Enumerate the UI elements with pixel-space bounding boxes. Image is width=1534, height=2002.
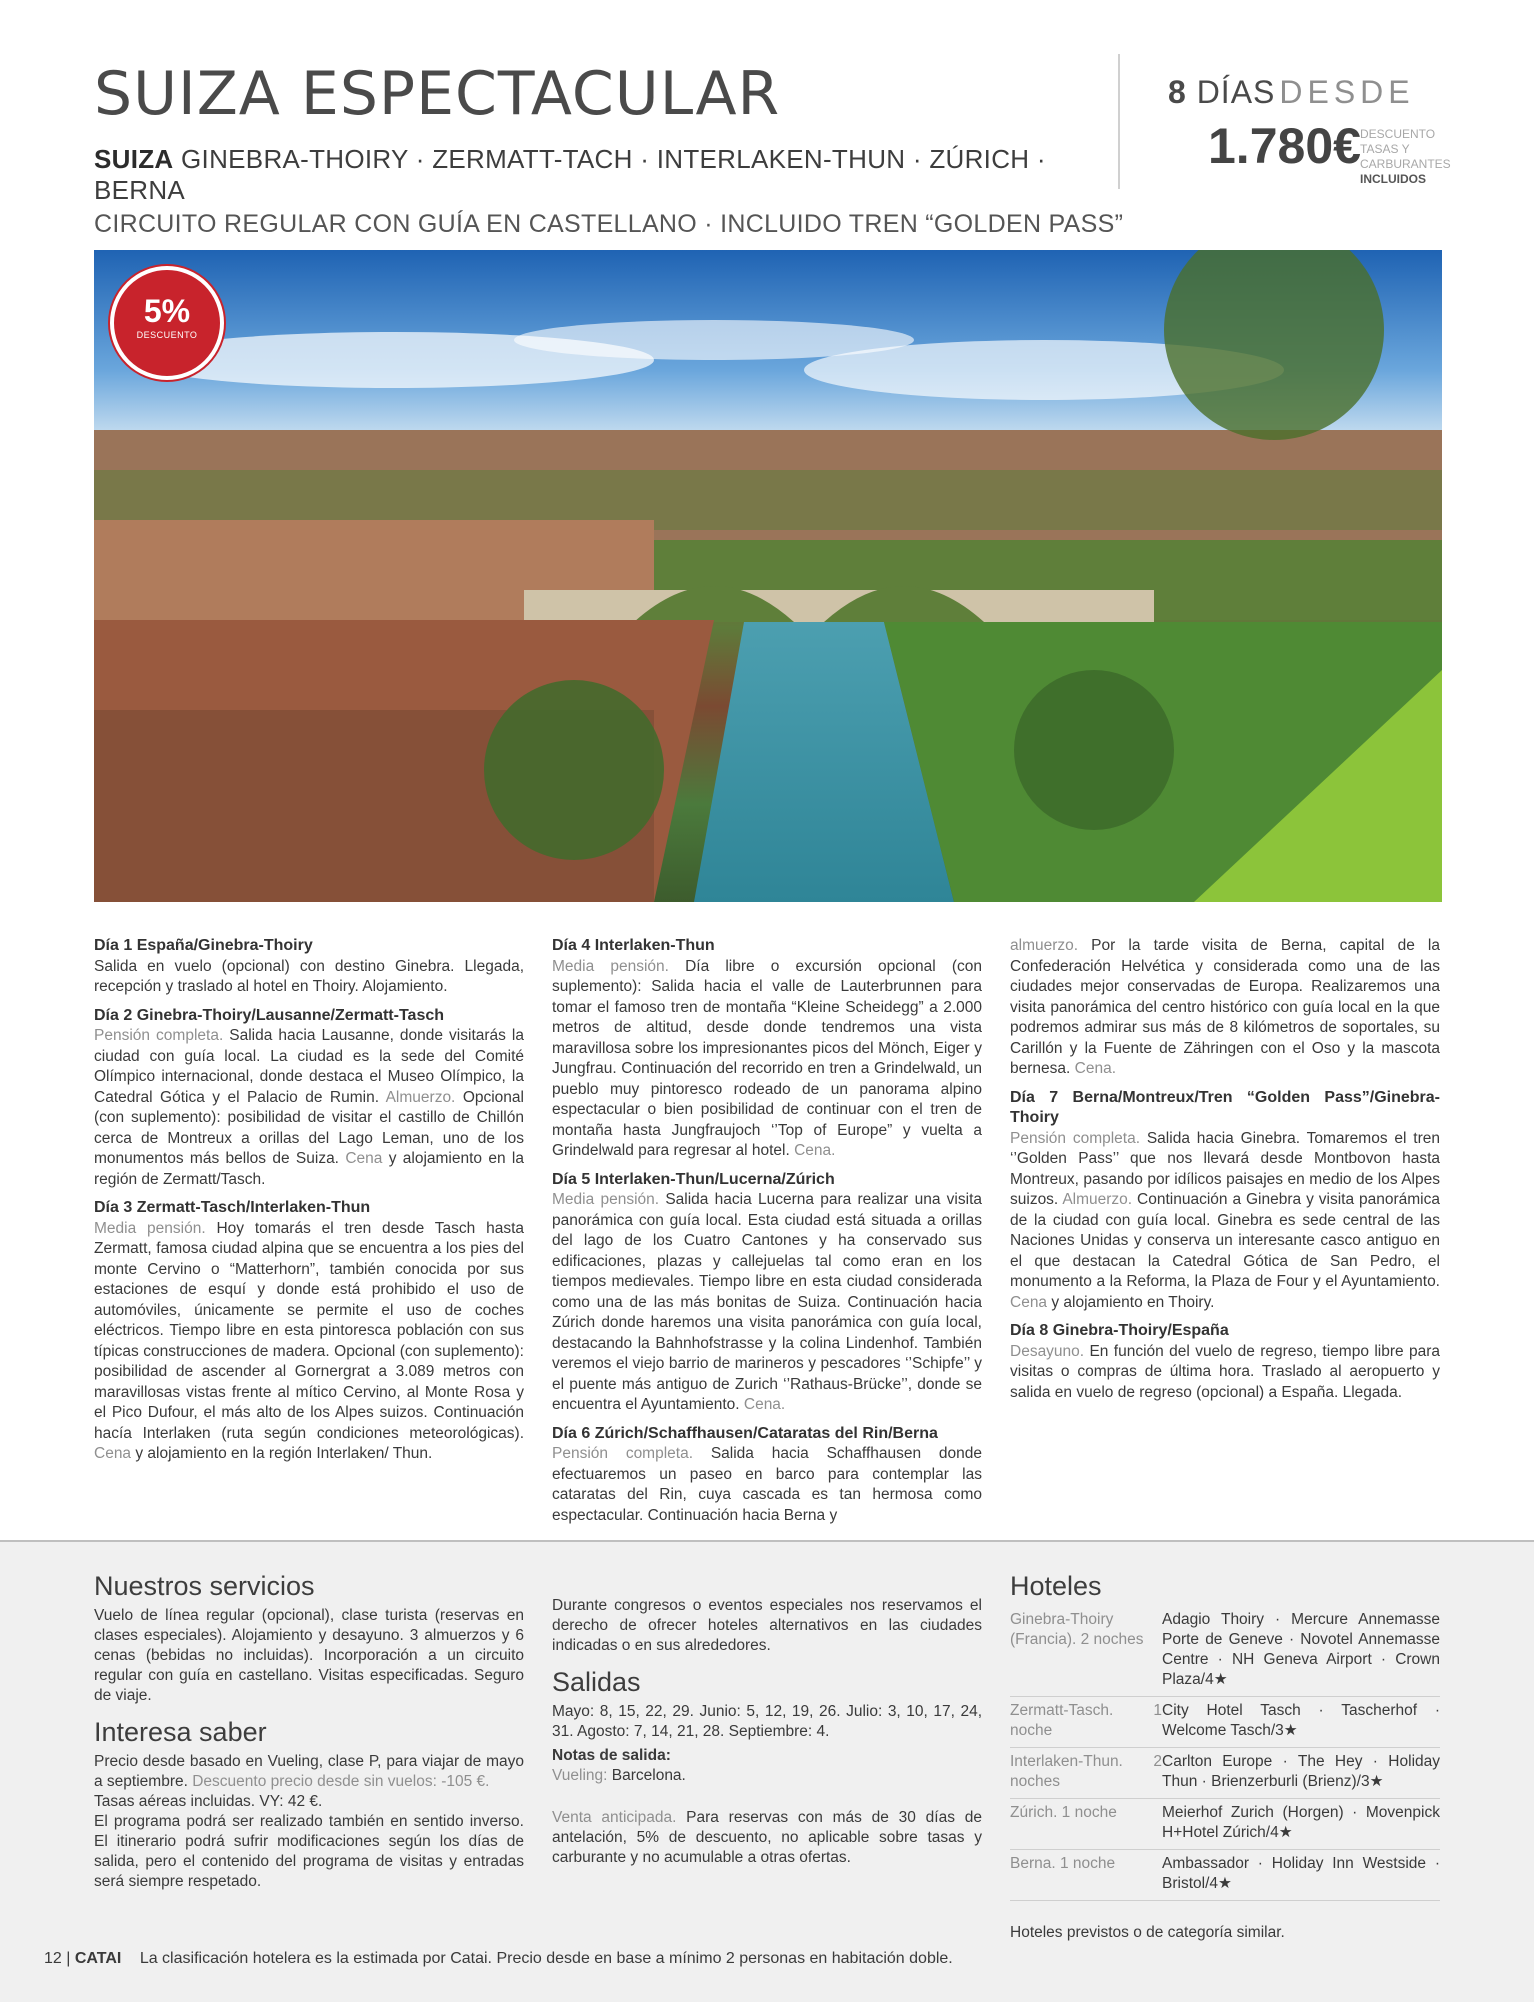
notas-city: Barcelona. <box>607 1767 686 1784</box>
days-label: DÍAS <box>1196 74 1276 110</box>
venta-text <box>552 1808 982 1868</box>
day-title: Día 7 Berna/Montreux/Tren “Golden Pass”/Ginebra-Thoiry <box>1010 1088 1440 1126</box>
meal: Cena. <box>794 1142 836 1159</box>
venta-body: Para reservas con más de 30 días de antelación, 5% de descuento, no aplicable sobre tasas y carburante y no acumulable a otras ofertas. <box>552 1809 982 1866</box>
price-note-line1: DESCUENTO <box>1360 127 1436 141</box>
page-number-block: 12 | CATAI <box>44 1950 122 1967</box>
itinerary-column-1 <box>94 936 524 1473</box>
meal-plan: Desayuno. <box>1010 1342 1085 1360</box>
days-number: 8 <box>1168 74 1187 110</box>
notas-airline: Vueling: <box>552 1767 608 1784</box>
hotel-names: City Hotel Tasch · Tascherhof · Welcome Tasch/3★ <box>1162 1697 1440 1748</box>
route-country: SUIZA <box>94 144 174 174</box>
day-body: Salida hacia Ginebra. Tomaremos el tren ‘’Golden Pass’’ que nos llevará desde Montbovon hasta Montreux, pasando por idílicos paisajes en medio de los Alpes suizos. <box>1010 1129 1440 1208</box>
hotel-city: Ginebra-Thoiry (Francia). 2 noches <box>1010 1606 1162 1697</box>
hotel-names: Ambassador · Holiday Inn Westside · Bristol/4★ <box>1162 1850 1440 1901</box>
discount-label: DESCUENTO <box>136 330 198 340</box>
price-note <box>1360 127 1460 187</box>
meal: Cena <box>94 1445 132 1462</box>
day-text <box>94 1219 524 1465</box>
day-text <box>552 1190 982 1416</box>
salidas-text: Mayo: 8, 15, 22, 29. Junio: 5, 12, 19, 26. Julio: 3, 10, 17, 24, 31. Agosto: 7, 14, 21, 28. Septiembre: 4. <box>552 1703 982 1740</box>
itinerary-day-8 <box>1010 1321 1440 1403</box>
interesa-text <box>94 1752 524 1792</box>
meal-plan: Pensión completa. <box>552 1445 694 1462</box>
hotel-city: Zúrich. 1 noche <box>1010 1799 1162 1850</box>
day-body: Salida hacia Schaffhausen donde efectuaremos un paseo en barco para contemplar las cataratas del Rin, cuya cascada es tan hermosa como espectacular. Continuación hacia Berna y <box>552 1445 983 1524</box>
itinerary-day-7 <box>1010 1088 1440 1314</box>
price-box <box>1168 74 1498 186</box>
day-text <box>552 1444 982 1526</box>
day-text <box>1010 1342 1440 1404</box>
day-title: Día 1 España/Ginebra-Thoiry <box>94 937 313 954</box>
salidas-title: Salidas <box>552 1667 641 1697</box>
bern-cityscape-illustration <box>94 250 1442 902</box>
day-title: Día 2 Ginebra-Thoiry/Lausanne/Zermatt-Tasch <box>94 1006 445 1024</box>
day-body: Salida hacia Lucerna para realizar una visita panorámica con guía local. Esta ciudad está situada a orillas del lago de los Cuatro Cantones y ha conservado sus edificaciones, plazas y callejuelas tal como eran en los tiempos medievales. Tiempo libre en esta ciudad considerada como una de las más bonitas de Suiza. Continuación hacia Zúrich donde haremos una visita panorámica con guía local, destacando la Bahnhofstrasse y la colina Lindenhof. También veremos el viejo barrio de marineros y pescadores ‘’Schipfe’’ y el puente más antiguo de Zurich ‘’Rathaus-Brücke’’, donde se encuentra el Ayuntamiento. <box>552 1191 983 1413</box>
day-body: Hoy tomarás el tren desde Tasch hasta Zermatt, famosa ciudad alpina que se encuentra a los pies del monte Cervino o “Matterhorn”, también conocida por sus estaciones de esquí y donde está prohibido el uso de automóviles, únicamente se permite el uso de coches eléctricos. Tiempo libre en esta pintoresca población con sus típicas construcciones de madera. Opcional (con suplemento): posibilidad de ascender al Gornergrat a 3.089 metros con maravillosas vistas frente al mítico Cervino, al Monte Rosa y el Pico Dufour, el más alto de los Alpes suizos. Continuación hacía Interlaken (ruta según condiciones meteorológicas). <box>94 1219 524 1442</box>
table-row <box>1010 1748 1440 1799</box>
day-text <box>552 957 982 1162</box>
itinerary-day-5 <box>552 1170 982 1416</box>
interesa-discount: Descuento precio desde sin vuelos: -105 €. <box>192 1773 490 1790</box>
price-note-line4: INCLUIDOS <box>1360 172 1426 186</box>
interesa-title: Interesa saber <box>94 1717 267 1747</box>
meal: Cena <box>1010 1293 1048 1311</box>
day-text <box>1010 936 1440 1080</box>
table-row <box>1010 1606 1440 1697</box>
price: 1.780€ <box>1208 118 1361 174</box>
meal: Cena <box>345 1150 383 1167</box>
meal: almuerzo. <box>1010 937 1079 954</box>
day-text <box>94 957 524 998</box>
itinerary-day-6 <box>552 1424 982 1527</box>
notas-text <box>552 1766 982 1786</box>
page-number: 12 <box>44 1950 62 1967</box>
itinerary-day-6-continued <box>1010 936 1440 1080</box>
day-body: Opcional (con suplemento): posibilidad de visitar el castillo de Chillón cerca de Montreux a orillas del Lago Leman, uno de los monumentos más bellos de Suiza. <box>94 1088 524 1167</box>
hotels-table <box>1010 1606 1440 1901</box>
hotel-city: Berna. 1 noche <box>1010 1850 1162 1901</box>
meal: Cena. <box>743 1396 786 1413</box>
brand-name: CATAI <box>74 1950 122 1967</box>
day-text <box>94 1026 524 1190</box>
subtitle: CIRCUITO REGULAR CON GUÍA EN CASTELLANO · INCLUIDO TREN “GOLDEN PASS” <box>94 210 1124 238</box>
venta-label: Venta anticipada. <box>552 1809 677 1826</box>
info-panel <box>0 1540 1534 2002</box>
price-note-line2: TASAS Y <box>1360 142 1410 156</box>
hero-photo <box>94 250 1442 902</box>
route-line <box>94 144 1124 206</box>
page-title: SUIZA ESPECTACULAR <box>94 59 781 129</box>
hotel-names: Carlton Europe · The Hey · Holiday Thun · Brienzerburli (Brienz)/3★ <box>1162 1748 1440 1799</box>
table-row <box>1010 1850 1440 1901</box>
itinerary-day-3 <box>94 1198 524 1465</box>
day-body: En función del vuelo de regreso, tiempo libre para visitas o compras de última hora. Traslado al aeropuerto y salida en vuelo de regreso (opcional) a España. Llegada. <box>1010 1342 1440 1401</box>
interesa-body: Precio desde basado en Vueling, clase P, para viajar de mayo a septiembre. <box>94 1753 524 1790</box>
meal: Almuerzo. <box>385 1088 456 1106</box>
desde-label: DESDE <box>1279 74 1415 110</box>
hotels-title: Hoteles <box>1010 1571 1102 1601</box>
itinerary-column-3 <box>1010 936 1440 1411</box>
congresos-text: Durante congresos o eventos especiales nos reservamos el derecho de ofrecer hoteles alternativos en las ciudades indicadas o en sus alrededores. <box>552 1597 982 1654</box>
hotel-city: Zermatt-Tasch. 1 noche <box>1010 1697 1162 1748</box>
meal-plan: Media pensión. <box>552 1191 660 1208</box>
price-note-line3: CARBURANTES <box>1360 157 1451 171</box>
meal-plan: Media pensión. <box>94 1219 206 1237</box>
services-title: Nuestros servicios <box>94 1571 315 1601</box>
discount-badge <box>110 266 224 380</box>
day-body: y alojamiento en la región de Zermatt/Tasch. <box>94 1150 524 1188</box>
meal-plan: Pensión completa. <box>94 1027 224 1044</box>
day-title: Día 5 Interlaken-Thun/Lucerna/Zúrich <box>552 1170 835 1188</box>
hotel-names: Adagio Thoiry · Mercure Annemasse Porte de Geneve · Novotel Annemasse Centre · NH Geneva Airport · Crown Plaza/4★ <box>1162 1606 1440 1697</box>
footer-disclaimer: La clasificación hotelera es la estimada por Catai. Precio desde en base a mínimo 2 personas en habitación doble. <box>139 1950 953 1967</box>
services-column <box>94 1570 524 1902</box>
day-body: Por la tarde visita de Berna, capital de la Confederación Helvética y considerada como una de las ciudades mejor conservadas de Europa. Realizaremos una visita panorámica del centro histórico con guía local en la que podremos admirar sus más de 8 kilómetros de soportales, su Carillón y la Fuente de Zähringen con el Oso y la mascota bernesa. <box>1010 937 1440 1077</box>
day-title: Día 4 Interlaken-Thun <box>552 937 715 954</box>
price-row <box>1168 117 1498 186</box>
itinerary-day-1 <box>94 936 524 998</box>
day-body: Salida hacia Lausanne, donde visitarás la ciudad con guía local. La ciudad es la sede del Comité Olímpico internacional, donde destaca el Museo Olímpico, la Catedral Gótica y el Palacio de Rumin. <box>94 1027 524 1106</box>
table-row <box>1010 1697 1440 1748</box>
hotel-names: Meierhof Zurich (Horgen) · Movenpick H+Hotel Zúrich/4★ <box>1162 1799 1440 1850</box>
day-body: Día libre o excursión opcional (con suplemento): Salida hacia el valle de Lauterbrunnen para tomar el famoso tren de montaña “Kleine Scheidegg” a 2.000 metros de altitud, desde donde tendremos una vista maravillosa sobre los impresionantes picos del Mönch, Eiger y Jungfrau. Continuación del recorrido en tren a Grindelwald, un pueblo muy pintoresco rodeado de un panorama alpino espectacular o bien posibilidad de continuar con el tren de montaña hasta Jungfraujoch ‘’Top of Europe” y vuelta a Grindelwald para regresar al hotel. <box>552 957 982 1159</box>
hotels-note: Hoteles previstos o de categoría similar. <box>1010 1924 1285 1941</box>
salidas-column <box>552 1596 982 1878</box>
itinerary-column-2 <box>552 936 982 1534</box>
day-body: y alojamiento en la región Interlaken/ Thun. <box>131 1445 433 1462</box>
day-title: Día 3 Zermatt-Tasch/Interlaken-Thun <box>94 1199 371 1216</box>
interesa-tasas: Tasas aéreas incluidas. VY: 42 €. <box>94 1793 323 1810</box>
hotels-column <box>1010 1570 1440 1943</box>
meal-plan: Pensión completa. <box>1010 1129 1141 1147</box>
services-text: Vuelo de línea regular (opcional), clase turista (reservas en clases especiales). Alojamiento y desayuno. 3 almuerzos y 6 cenas (bebidas no incluidas). Incorporación a un circuito regular con guía en castellano. Visitas especificadas. Seguro de viaje. <box>94 1607 524 1704</box>
day-body: y alojamiento en Thoiry. <box>1047 1293 1215 1311</box>
route-cities: GINEBRA-THOIRY · ZERMATT-TACH · INTERLAKEN-THUN · ZÚRICH · BERNA <box>94 144 1046 205</box>
interesa-program: El programa podrá ser realizado también en sentido inverso. El itinerario podrá sufrir modificaciones según los días de salida, pero el contenido del programa de visitas y entradas será siempre respetado. <box>94 1813 524 1890</box>
table-row <box>1010 1799 1440 1850</box>
discount-percent: 5% <box>143 293 191 329</box>
day-title: Día 6 Zúrich/Schaffhausen/Cataratas del Rin/Berna <box>552 1424 938 1442</box>
meal: Almuerzo. <box>1062 1191 1133 1208</box>
header <box>94 58 1124 239</box>
notas-title: Notas de salida: <box>552 1747 671 1764</box>
day-body: Salida en vuelo (opcional) con destino Ginebra. Llegada, recepción y traslado al hotel en Thoiry. Alojamiento. <box>94 957 524 995</box>
itinerary-day-2 <box>94 1006 524 1191</box>
days-line <box>1168 74 1498 111</box>
day-text <box>1010 1129 1440 1314</box>
hotel-city: Interlaken-Thun. 2 noches <box>1010 1748 1162 1799</box>
meal-plan: Media pensión. <box>552 957 669 975</box>
day-body: Continuación a Ginebra y visita panorámica de la ciudad con guía local. Ginebra es sede central de las Naciones Unidas y conserva un interesante casco antiguo en el que destacan la Catedral Gótica de San Pedro, el monumento a la Reforma, la Plaza de Four y el Ayuntamiento. <box>1010 1191 1440 1290</box>
header-divider <box>1118 54 1120 189</box>
page-footer <box>44 1950 953 1968</box>
day-title: Día 8 Ginebra-Thoiry/España <box>1010 1322 1229 1339</box>
itinerary-day-4 <box>552 936 982 1162</box>
meal: Cena. <box>1074 1060 1117 1077</box>
